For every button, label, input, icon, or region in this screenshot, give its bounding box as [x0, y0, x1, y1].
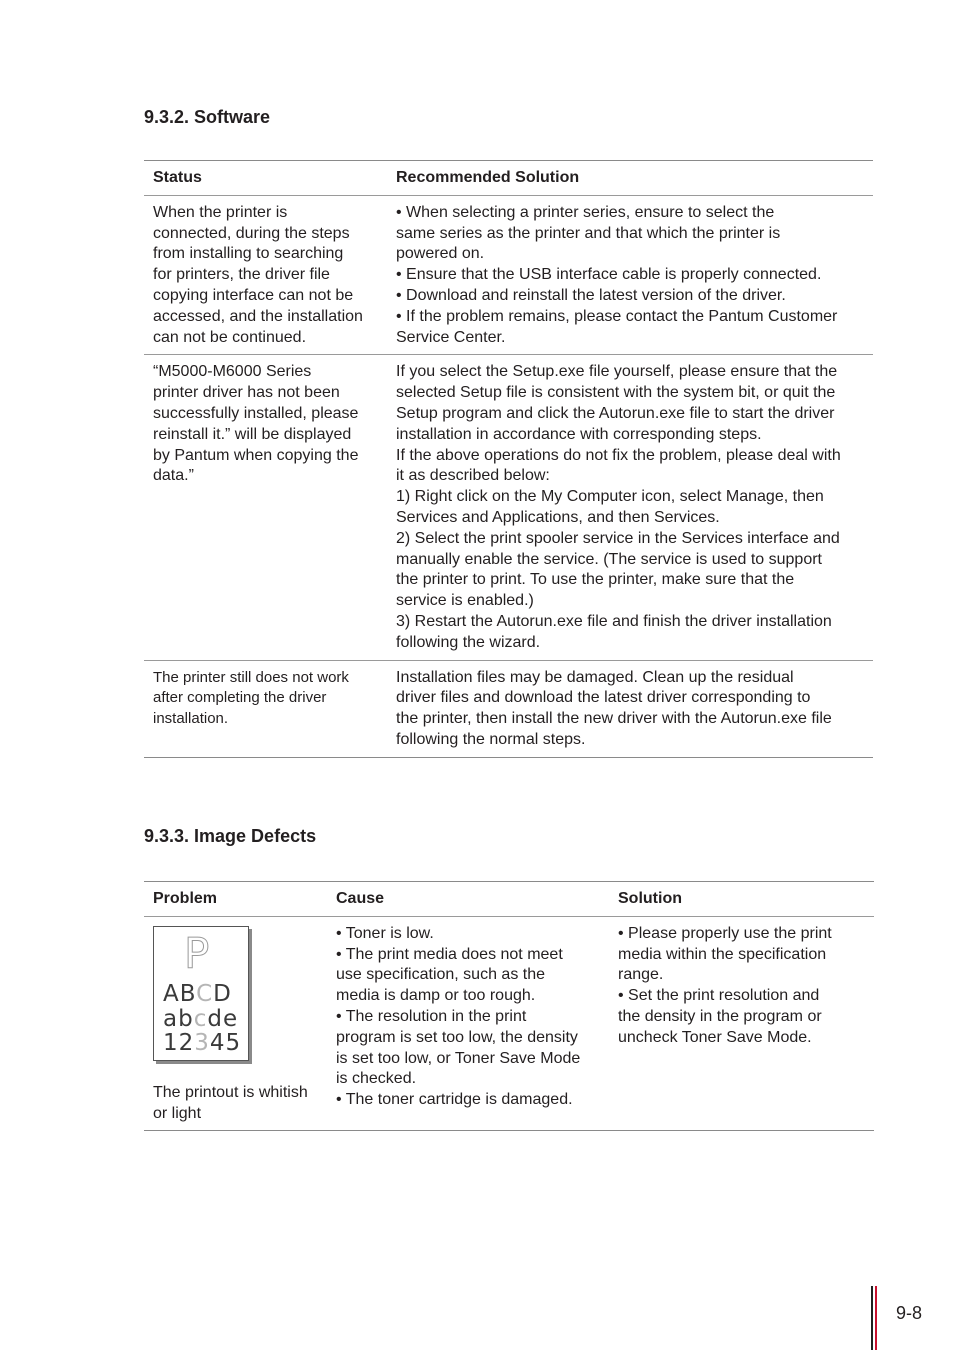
- solution-cell: • When selecting a printer series, ensure to select the same series as the printer and that which the printer is powered on. • Ensure that the USB interface cable is properly connected. • Download and reinstall the latest version of the driver. • If the problem remains, please contact the Pantum Customer Service Center.: [387, 195, 873, 355]
- column-header-cause: Cause: [327, 882, 609, 917]
- table-row: [144, 916, 874, 1131]
- footer-accent-rule: [875, 1286, 877, 1350]
- printout-sample-image: [153, 926, 249, 1061]
- sample-row-uppercase: ABCD: [163, 980, 232, 1007]
- column-header-solution: Solution: [609, 882, 874, 917]
- cause-cell: • Toner is low. • The print media does not meet use specification, such as the media is damp or too rough. • The resolution in the print program is set too low, the density is set too low, or Toner Save Mode is checked. • The toner cartridge is damaged.: [327, 916, 609, 1131]
- column-header-problem: Problem: [144, 882, 327, 917]
- problem-cell: P ABCD abcde 12345 The printout is whitish or light: [144, 916, 327, 1131]
- column-header-status: Status: [144, 161, 387, 196]
- page-number: 9-8: [896, 1303, 923, 1323]
- table-row: [144, 355, 873, 660]
- solution-cell: If you select the Setup.exe file yourself, please ensure that the selected Setup file is consistent with the system bit, or quit the Setup program and click the Autorun.exe file to start the driver installation in accordance with corresponding steps. If the above operations do not fix the problem, please deal with it as described below: 1) Right click on the My Computer icon, select Manage, then Services and Applications, and then Services. 2) Select the print spooler service in the Services interface and manually enable the service. (The service is used to support the printer to print. To use the printer, make sure that the service is enabled.) 3) Restart the Autorun.exe file and finish the driver installation following the wizard.: [387, 355, 873, 660]
- software-table: [144, 160, 873, 758]
- section-heading-software: 9.3.2. Software: [144, 107, 271, 127]
- table-header-row: [144, 161, 873, 196]
- table-row: [144, 660, 873, 757]
- table-header-row: [144, 882, 874, 917]
- sample-big-letter: P: [184, 928, 210, 978]
- status-cell: When the printer is connected, during the steps from installing to searching for printers, the driver file copying interface can not be accessed, and the installation can not be continued.: [144, 195, 387, 355]
- image-defects-table: [144, 881, 874, 1131]
- table-row: [144, 195, 873, 355]
- sample-row-digits: 12345: [163, 1029, 242, 1056]
- column-header-solution: Recommended Solution: [387, 161, 873, 196]
- footer-rule: [871, 1286, 873, 1350]
- status-cell: The printer still does not work after completing the driver installation.: [144, 660, 387, 757]
- sample-row-lowercase: abcde: [163, 1005, 239, 1032]
- solution-cell: • Please properly use the print media within the specification range. • Set the print resolution and the density in the program or uncheck Toner Save Mode.: [609, 916, 874, 1131]
- section-heading-image-defects: 9.3.3. Image Defects: [144, 826, 317, 846]
- solution-cell: Installation files may be damaged. Clean up the residual driver files and download the latest driver corresponding to the printer, then install the new driver with the Autorun.exe file following the normal steps.: [387, 660, 873, 757]
- status-cell: “M5000-M6000 Series printer driver has not been successfully installed, please reinstall it.” will be displayed by Pantum when copying the data.”: [144, 355, 387, 660]
